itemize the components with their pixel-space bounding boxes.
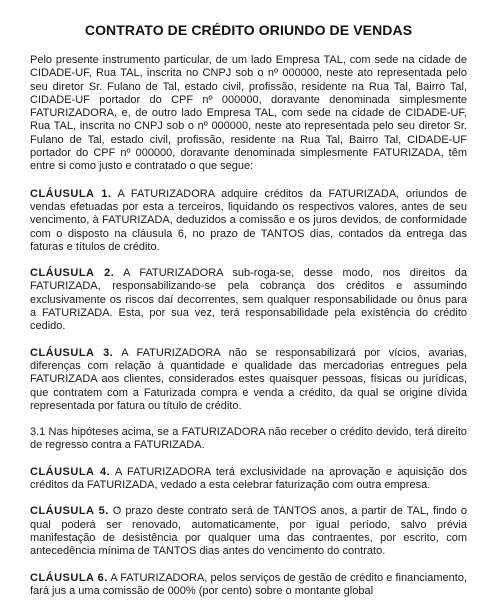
clause-5 (30, 505, 467, 558)
clause-label: CLÁUSULA 6. (30, 571, 108, 584)
clause-text: O prazo deste contrato será de TANTOS anos, a partir de TAL, findo o qual poderá ser renovado, automaticamente, por igual período, salvo prévia manifestação de desistência por qualquer uma das contraentes, por escrito, com antecedência mínima de TANTOS dias antes do vencimento do contrato. (30, 505, 467, 558)
clause-text: A FATURIZADORA adquire créditos da FATURIZADA, oriundos de vendas efetuadas por esta a terceiros, liquidando os respectivos valores, antes de seu vencimento, à FATURIZADA, deduzidos a comissão e os juros devidos, de conformidade com o disposto na cláusula 6, no prazo de TANTOS dias, contados da entrega das faturas e títulos de crédito. (30, 187, 467, 253)
clause-4 (30, 466, 467, 493)
intro-paragraph: Pelo presente instrumento particular, de um lado Empresa TAL, com sede na cidade de CIDADE-UF, Rua TAL, inscrita no CNPJ sob o nº 000000, neste ato representada pelo seu diretor Sr. Fulano de Tal, estado civil, profissão, residente na Rua Tal, Bairro Tal, CIDADE-UF portador do CPF nº 000000, doravante denominada simplesmente FATURIZADORA, e, de outro lado Empresa TAL, com sede na cidade de CIDADE-UF, Rua TAL, inscrita no CNPJ sob o nº 000000, neste ato representada pelo seu diretor Sr. Fulano de Tal, estado civil, profissão, residente na Rua Tal, Bairro Tal, CIDADE-UF portador do CPF nº 000000, doravante denominada simplesmente FATURIZADA, têm entre si como justo e contratado o que segue: (30, 54, 467, 173)
clause-label: CLÁUSULA 5. (30, 505, 109, 518)
document-title: CONTRATO DE CRÉDITO ORIUNDO DE VENDAS (84, 22, 413, 38)
clause-label: CLÁUSULA 1. (30, 187, 112, 200)
clause-2 (30, 267, 467, 333)
clause-label: CLÁUSULA 2. (30, 267, 115, 280)
clause-label: CLÁUSULA 4. (30, 465, 111, 478)
clause-6 (30, 572, 467, 599)
subclause-3-1: 3.1 Nas hipóteses acima, se a FATURIZADORA não receber o crédito devido, terá direito de regresso contra a FATURIZADA. (30, 426, 467, 452)
clause-3 (30, 347, 467, 413)
clause-label: CLÁUSULA 3. (30, 346, 114, 359)
clause-text: A FATURIZADORA terá exclusividade na aprovação e aquisição dos créditos da FATURIZADA, vedado a esta celebrar faturização com outra empresa. (30, 465, 467, 492)
clause-text: A FATURIZADORA, pelos serviços de gestão de crédito e financiamento, fará jus a uma comissão de 000% (por cento) sobre o montante global (30, 571, 468, 597)
clause-text: A FATURIZADORA não se responsabilizará por vícios, avarias, diferenças com relação à quantidade e qualidade das mercadorias entregues pela FATURIZADA aos clientes, considerados estes quaisquer pessoas, físicas ou jurídicas, que contratem com a Faturizada compra e venda a crédito, da qual se origine dívida representada por fatura ou título de crédito. (30, 346, 467, 412)
clause-text: A FATURIZADORA sub-roga-se, desse modo, nos direitos da FATURIZADA, responsabilizando-se pela cobrança dos créditos e assumindo exclusivamente os riscos daí decorrentes, sem qualquer responsabilidade ou ônus para a FATURIZADA. Esta, por sua vez, terá responsabilidade pela existência do crédito cedido. (30, 267, 467, 333)
clause-1 (30, 188, 467, 254)
